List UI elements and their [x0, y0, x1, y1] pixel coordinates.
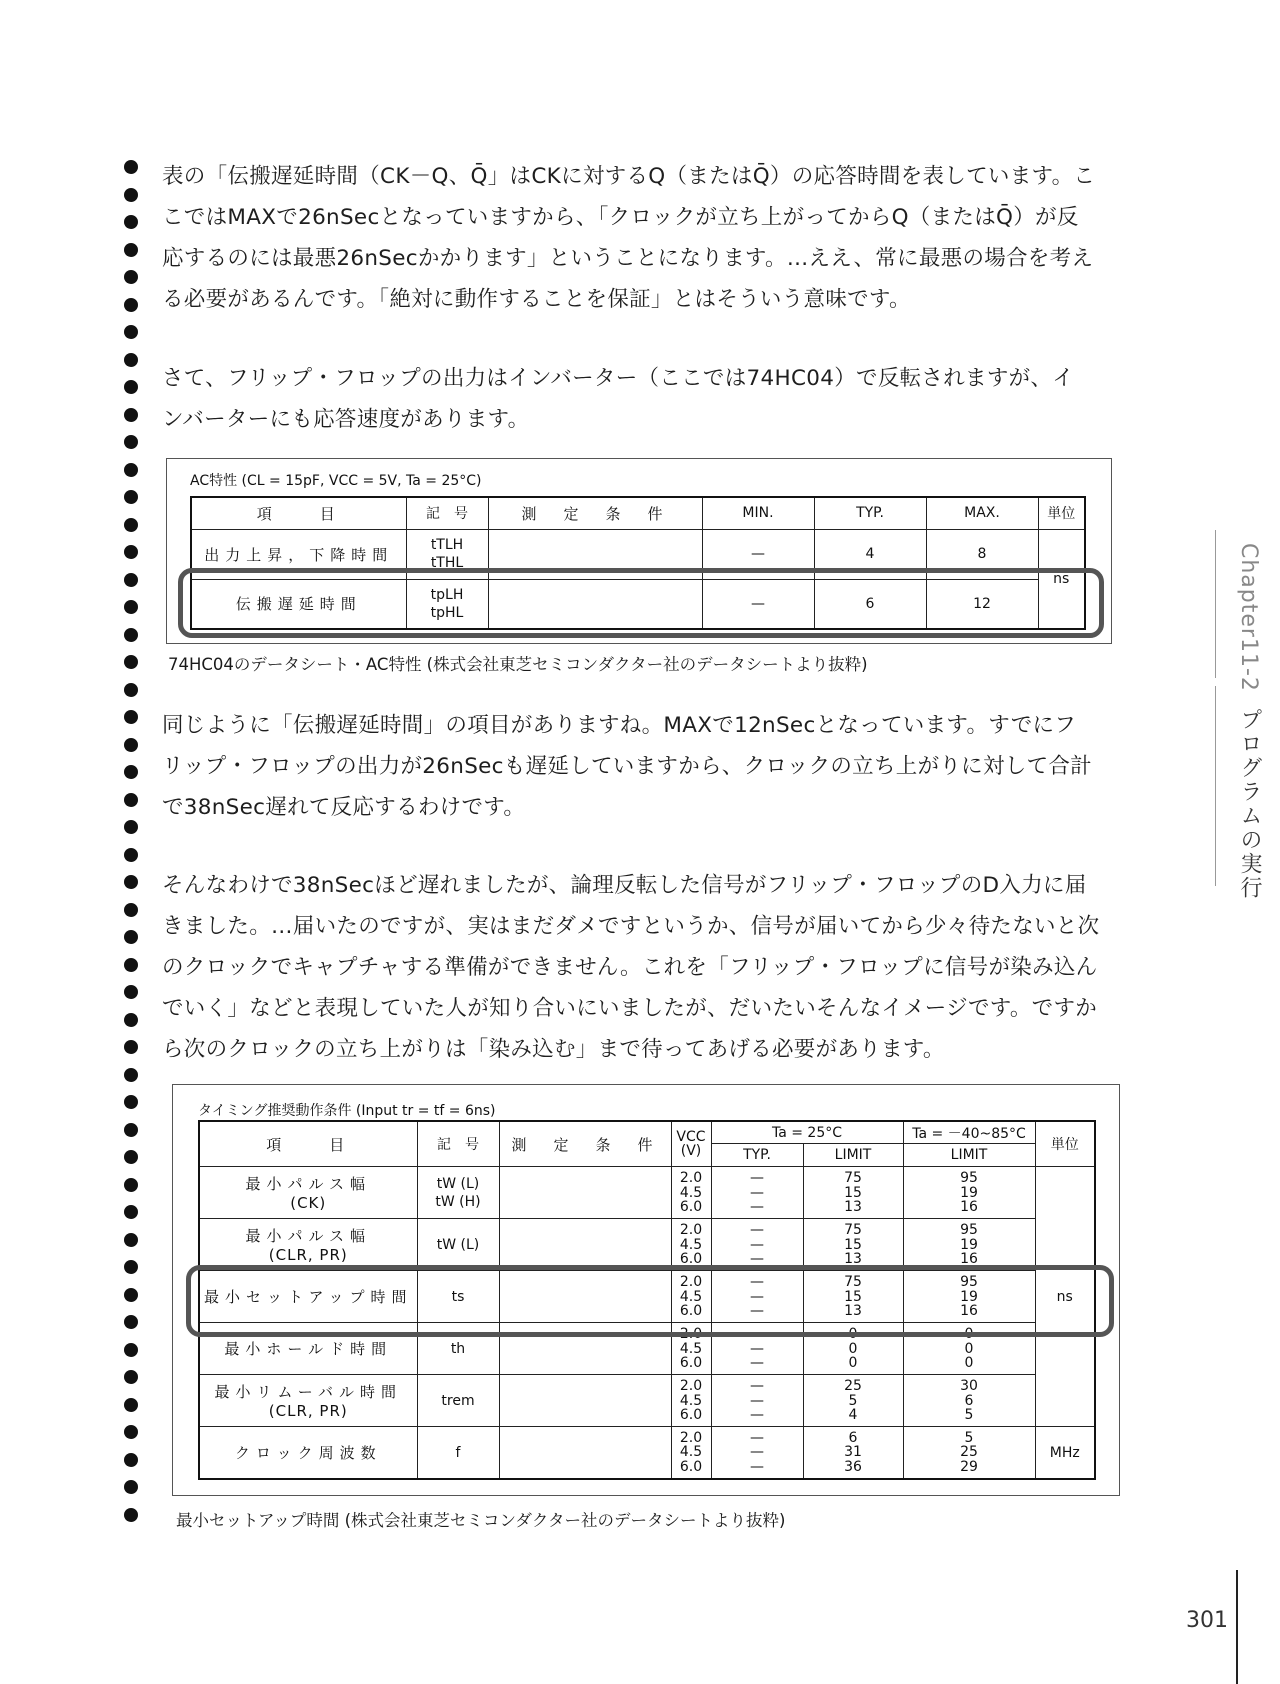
row-limit: 6 31 36: [803, 1427, 903, 1479]
binder-hole: [124, 243, 138, 257]
row-limit: 0 0 0: [803, 1323, 903, 1375]
side-section-title: プログラムの実行: [1237, 708, 1262, 900]
text-line: 応するのには最悪26nSecかかります」ということになります。…ええ、常に最悪の場合を考え: [162, 246, 1094, 271]
row-item: [199, 1219, 417, 1271]
vcc-label: VCC: [676, 1128, 706, 1145]
row-vcc: 2.0 4.5 6.0: [671, 1167, 711, 1219]
row-symbol: [417, 1167, 499, 1219]
binder-hole: [124, 160, 138, 174]
table-row: [199, 1375, 1095, 1427]
binder-hole: [124, 353, 138, 367]
binder-hole: [124, 628, 138, 642]
binder-hole: [124, 1398, 138, 1412]
header-unit: 単位: [1035, 1121, 1095, 1167]
text-line: で38nSec遅れて反応するわけです。: [162, 795, 526, 820]
header-limit: LIMIT: [803, 1144, 903, 1167]
row-min: —: [702, 529, 814, 579]
item-sublabel: (CLR, PR): [268, 1402, 348, 1421]
binder-hole: [124, 1453, 138, 1467]
table-header-row: [191, 497, 1085, 529]
side-divider: [1215, 530, 1216, 678]
row-limit-range: 95 19 16: [903, 1271, 1035, 1323]
binder-hole: [124, 1095, 138, 1109]
binder-hole: [124, 1480, 138, 1494]
row-item: [199, 1427, 417, 1479]
header-typ: TYP.: [814, 497, 926, 529]
symbol-1: tW (L): [436, 1175, 480, 1192]
item-sublabel: (CLR, PR): [268, 1246, 348, 1265]
row-item: 伝搬遅延時間: [191, 579, 406, 629]
row-limit-range: 95 19 16: [903, 1219, 1035, 1271]
header-condition: 測 定 条 件: [499, 1121, 671, 1167]
binder-hole: [124, 1150, 138, 1164]
header-item: 項 目: [199, 1121, 417, 1167]
row-item: [199, 1375, 417, 1427]
symbol-2: tpHL: [430, 604, 464, 621]
binder-hole: [124, 655, 138, 669]
highlight-propagation-delay: [178, 568, 1104, 638]
row-condition: [499, 1219, 671, 1271]
binder-hole: [124, 738, 138, 752]
binder-hole: [124, 1315, 138, 1329]
binder-hole: [124, 325, 138, 339]
row-limit-range: 30 6 5: [903, 1375, 1035, 1427]
row-symbol: [417, 1219, 499, 1271]
binder-hole: [124, 710, 138, 724]
row-condition: [499, 1167, 671, 1219]
row-limit: 75 15 13: [803, 1219, 903, 1271]
binder-hole: [124, 435, 138, 449]
table-row: [199, 1219, 1095, 1271]
item-label: 最小セットアップ時間: [203, 1288, 413, 1307]
binder-hole: [124, 298, 138, 312]
caption-2: 最小セットアップ時間 (株式会社東芝セミコンダクター社のデータシートより抜粋): [176, 1511, 786, 1530]
paragraph-4: [162, 865, 1112, 1070]
binder-hole: [124, 1123, 138, 1137]
text-line: でいく」などと表現していた人が知り合いにいましたが、だいたいそんなイメージです。ですか: [162, 996, 1098, 1021]
item-label: 最小パルス幅: [245, 1175, 372, 1194]
paragraph-2: [162, 358, 1112, 440]
binder-hole: [124, 1508, 138, 1522]
text-line: 同じように「伝搬遅延時間」の項目がありますね。MAXで12nSecとなっています。すでにフ: [162, 713, 1077, 738]
binder-hole: [124, 1343, 138, 1357]
item-label: クロック周波数: [234, 1444, 382, 1463]
row-vcc: 2.0 4.5 6.0: [671, 1427, 711, 1479]
binder-hole: [124, 1425, 138, 1439]
row-typ: — — —: [711, 1271, 803, 1323]
row-limit: 75 15 13: [803, 1167, 903, 1219]
text-line: のクロックでキャプチャする準備ができません。これを「フリップ・フロップに信号が染み込ん: [162, 955, 1098, 980]
binder-hole: [124, 1040, 138, 1054]
binder-hole: [124, 820, 138, 834]
binder-hole: [124, 408, 138, 422]
row-limit-range: 5 25 29: [903, 1427, 1035, 1479]
header-condition: 測 定 条 件: [488, 497, 702, 529]
header-symbol: 記 号: [406, 497, 488, 529]
paragraph-1: [162, 156, 1112, 320]
row-max: 8: [926, 529, 1038, 579]
row-typ: — — —: [711, 1427, 803, 1479]
binder-hole: [124, 1205, 138, 1219]
text-line: そんなわけで38nSecほど遅れましたが、論理反転した信号がフリップ・フロップのD入力に届: [162, 873, 1087, 898]
row-unit: ns: [1038, 529, 1085, 629]
text-line: ンバーターにも応答速度があります。: [162, 407, 530, 432]
symbol-1: tpLH: [430, 586, 464, 603]
table2-title: タイミング推奨動作条件 (Input tr = tf = 6ns): [198, 1103, 496, 1119]
symbol-1: th: [450, 1340, 466, 1357]
binder-holes: [124, 160, 164, 1530]
binder-hole: [124, 930, 138, 944]
row-typ: 4: [814, 529, 926, 579]
binder-hole: [124, 463, 138, 477]
binder-hole: [124, 765, 138, 779]
binder-hole: [124, 215, 138, 229]
text-line: ら次のクロックの立ち上がりは「染み込む」まで待ってあげる必要があります。: [162, 1037, 945, 1062]
row-condition: [499, 1427, 671, 1479]
symbol-1: tW (L): [436, 1236, 480, 1253]
binder-hole: [124, 270, 138, 284]
highlight-setup-time: [186, 1265, 1114, 1337]
caption-1: 74HC04のデータシート・AC特性 (株式会社東芝セミコンダクター社のデータシートより抜粋): [168, 655, 868, 674]
row-typ: — — —: [711, 1167, 803, 1219]
row-typ: — — —: [711, 1219, 803, 1271]
symbol-1: tTLH: [430, 537, 464, 553]
item-label: 最小リムーバル時間: [214, 1383, 402, 1402]
text-line: る必要があるんです。「絶対に動作することを保証」とはそういう意味です。: [162, 287, 911, 312]
binder-hole: [124, 1233, 138, 1247]
side-divider: [1215, 686, 1216, 886]
header-vcc: [671, 1121, 711, 1167]
text-line: さて、フリップ・フロップの出力はインバーター（ここでは74HC04）で反転されますが、イ: [162, 366, 1075, 391]
header-ta-range: Ta = －40~85°C: [903, 1121, 1035, 1144]
table1-title: AC特性 (CL = 15pF, VCC = 5V, Ta = 25°C): [190, 473, 482, 489]
symbol-2: tW (H): [435, 1193, 481, 1210]
binder-hole: [124, 188, 138, 202]
row-vcc: 2.0 4.5 6.0: [671, 1271, 711, 1323]
page-rule: [1236, 1570, 1238, 1684]
vcc-unit: (V): [680, 1143, 702, 1160]
binder-hole: [124, 518, 138, 532]
header-limit-range: LIMIT: [903, 1144, 1035, 1167]
binder-hole: [124, 848, 138, 862]
row-limit: 75 15 13: [803, 1271, 903, 1323]
row-max: 12: [926, 579, 1038, 629]
binder-hole: [124, 875, 138, 889]
row-limit: 25 5 4: [803, 1375, 903, 1427]
binder-hole: [124, 1370, 138, 1384]
binder-hole: [124, 380, 138, 394]
table-row: [199, 1427, 1095, 1479]
text-line: きました。…届いたのですが、実はまだダメですというか、信号が届いてから少々待たないと次: [162, 914, 1100, 939]
binder-hole: [124, 1260, 138, 1274]
header-ta25: Ta = 25°C: [711, 1121, 903, 1144]
symbol-1: ts: [451, 1288, 465, 1305]
binder-hole: [124, 1068, 138, 1082]
row-item: [199, 1167, 417, 1219]
header-item: 項 目: [191, 497, 406, 529]
row-vcc: 2.0 4.5 6.0: [671, 1375, 711, 1427]
header-min: MIN.: [702, 497, 814, 529]
binder-hole: [124, 793, 138, 807]
binder-hole: [124, 903, 138, 917]
row-symbol: [417, 1375, 499, 1427]
row-item: 出力上昇，下降時間: [191, 529, 406, 579]
row-vcc: 2.0 4.5 6.0: [671, 1219, 711, 1271]
binder-hole: [124, 1288, 138, 1302]
table-row: [199, 1167, 1095, 1219]
row-limit-range: 95 19 16: [903, 1167, 1035, 1219]
item-sublabel: (CK): [290, 1194, 327, 1213]
binder-hole: [124, 985, 138, 999]
row-unit: ns: [1035, 1167, 1095, 1427]
symbol-1: trem: [441, 1392, 475, 1409]
row-typ: 6: [814, 579, 926, 629]
paragraph-3: [162, 705, 1112, 828]
text-line: こではMAXで26nSecとなっていますから、「クロックが立ち上がってからQ（またはQ̄）が反: [162, 205, 1079, 230]
row-condition: [499, 1375, 671, 1427]
row-limit-range: 0 0 0: [903, 1323, 1035, 1375]
row-typ: — — —: [711, 1375, 803, 1427]
header-unit: 単位: [1038, 497, 1085, 529]
binder-hole: [124, 1178, 138, 1192]
symbol-1: f: [455, 1444, 461, 1461]
row-min: —: [702, 579, 814, 629]
row-unit: MHz: [1035, 1427, 1095, 1479]
binder-hole: [124, 545, 138, 559]
symbol-2: tTHL: [430, 555, 464, 571]
row-typ: — — —: [711, 1323, 803, 1375]
header-max: MAX.: [926, 497, 1038, 529]
binder-hole: [124, 573, 138, 587]
binder-hole: [124, 1013, 138, 1027]
binder-hole: [124, 600, 138, 614]
header-symbol: 記 号: [417, 1121, 499, 1167]
text-line: 表の「伝搬遅延時間（CK－Q、Q̄」はCKに対するQ（またはQ̄）の応答時間を表しています。こ: [162, 164, 1096, 189]
page-number: 301: [1186, 1608, 1228, 1633]
item-label: 最小パルス幅: [245, 1227, 372, 1246]
row-symbol: [417, 1427, 499, 1479]
side-chapter-label: Chapter11-2: [1236, 543, 1261, 692]
binder-hole: [124, 958, 138, 972]
table-header-row: [199, 1121, 1095, 1144]
binder-hole: [124, 683, 138, 697]
binder-hole: [124, 490, 138, 504]
text-line: リップ・フロップの出力が26nSecも遅延していますから、クロックの立ち上がりに対して合計: [162, 754, 1092, 779]
item-label: 最小ホールド時間: [224, 1340, 393, 1359]
row-vcc: 2.0 4.5 6.0: [671, 1323, 711, 1375]
header-typ: TYP.: [711, 1144, 803, 1167]
